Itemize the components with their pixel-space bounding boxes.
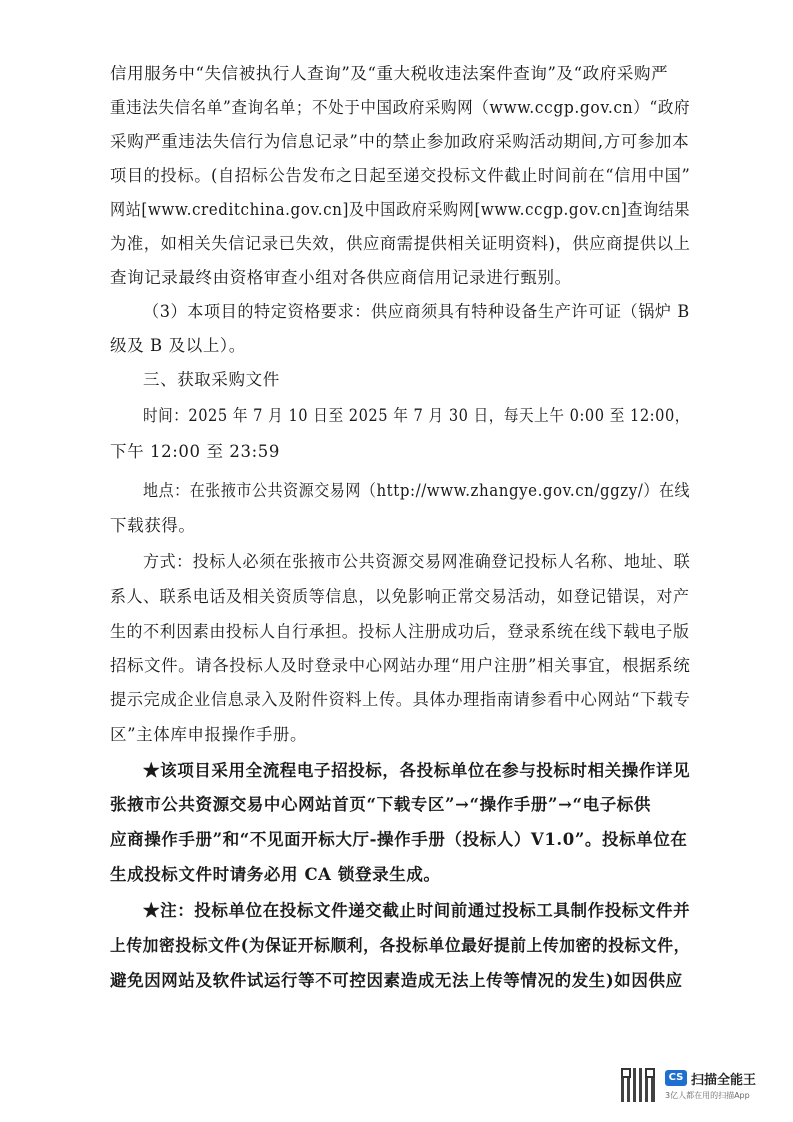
text-line-2: 重违法失信名单”查询名单；不处于中国政府采购网（www.ccgp.gov.cn）“政府 bbox=[110, 98, 691, 117]
text-line-6: 为准，如相关失信记录已失效，供应商需提供相关证明资料)，供应商提供以上 bbox=[110, 234, 691, 253]
text-line-9: 级及 B 及以上）。 bbox=[110, 336, 246, 355]
text-line-3: 采购严重违法失信行为信息记录”中的禁止参加政府采购活动期间,方可参加本 bbox=[110, 132, 690, 151]
text-line-4: 项目的投标。(自招标公告发布之日起至递交投标文件截止时间前在“信用中国” bbox=[110, 166, 691, 185]
text-line-12: 下午 12:00 至 23:59 bbox=[110, 442, 280, 461]
text-line-17: 生的不利因素由投标人自行承担。投标人注册成功后，登录系统在线下载电子版 bbox=[110, 622, 690, 641]
text-line-26: 上传加密投标文件(为保证开标顺利，各投标单位最好提前上传加密的投标文件， bbox=[110, 936, 690, 955]
text-line-8: （3）本项目的特定资格要求：供应商须具有特种设备生产许可证（锅炉 B bbox=[143, 302, 690, 321]
text-line-14: 下载获得。 bbox=[110, 516, 196, 535]
watermark-brand: 扫描全能王 bbox=[691, 1073, 757, 1088]
text-line-25: ★注：投标单位在投标文件递交截止时间前通过投标工具制作投标文件并 bbox=[143, 901, 691, 920]
text-line-23: 应商操作手册”和“不见面开标大厅-操作手册（投标人）V1.0”。投标单位在 bbox=[110, 830, 688, 849]
text-line-24: 生成投标文件时请务必用 CA 锁登录生成。 bbox=[110, 865, 441, 884]
text-line-19: 提示完成企业信息录入及附件资料上传。具体办理指南请参看中心网站“下载专 bbox=[110, 690, 691, 709]
text-line-15: 方式：投标人必须在张掖市公共资源交易网准确登记投标人名称、地址、联 bbox=[143, 552, 691, 571]
text-line-21: ★该项目采用全流程电子招投标，各投标单位在参与投标时相关操作详见 bbox=[143, 761, 691, 780]
text-line-13: 地点：在张掖市公共资源交易网（http://www.zhangye.gov.cn/ggzy/）在线 bbox=[143, 481, 691, 500]
text-line-7: 查询记录最终由资格审查小组对各供应商信用记录进行甄别。 bbox=[110, 268, 572, 287]
scanner-watermark bbox=[621, 1068, 773, 1108]
text-line-22: 张掖市公共资源交易中心网站首页“下载专区”→“操作手册”→“电子标供 bbox=[110, 795, 652, 814]
camscanner-logo: CS bbox=[665, 1070, 687, 1086]
text-line-27: 避免因网站及软件试运行等不可控因素造成无法上传等情况的发生)如因供应 bbox=[110, 971, 683, 990]
text-line-18: 招标文件。请各投标人及时登录中心网站办理“用户注册”相关事宜，根据系统 bbox=[110, 656, 691, 675]
watermark-tagline: 3亿人都在用的扫描App bbox=[665, 1091, 750, 1100]
text-line-1: 信用服务中“失信被执行人查询”及“重大税收违法案件查询”及“政府采购严 bbox=[110, 64, 669, 83]
section-heading-3: 三、获取采购文件 bbox=[143, 370, 280, 389]
qr-code-icon bbox=[621, 1068, 655, 1102]
text-line-20: 区”主体库申报操作手册。 bbox=[110, 725, 308, 744]
text-line-11: 时间：2025 年 7 月 10 日至 2025 年 7 月 30 日，每天上午 0:00 至 12:00， bbox=[143, 406, 690, 425]
text-line-16: 系人、联系电话及相关资质等信息，以免影响正常交易活动，如登记错误，对产 bbox=[110, 587, 690, 606]
text-line-5: 网站[www.creditchina.gov.cn]及中国政府采购网[www.ccgp.gov.cn]查询结果 bbox=[110, 200, 691, 219]
